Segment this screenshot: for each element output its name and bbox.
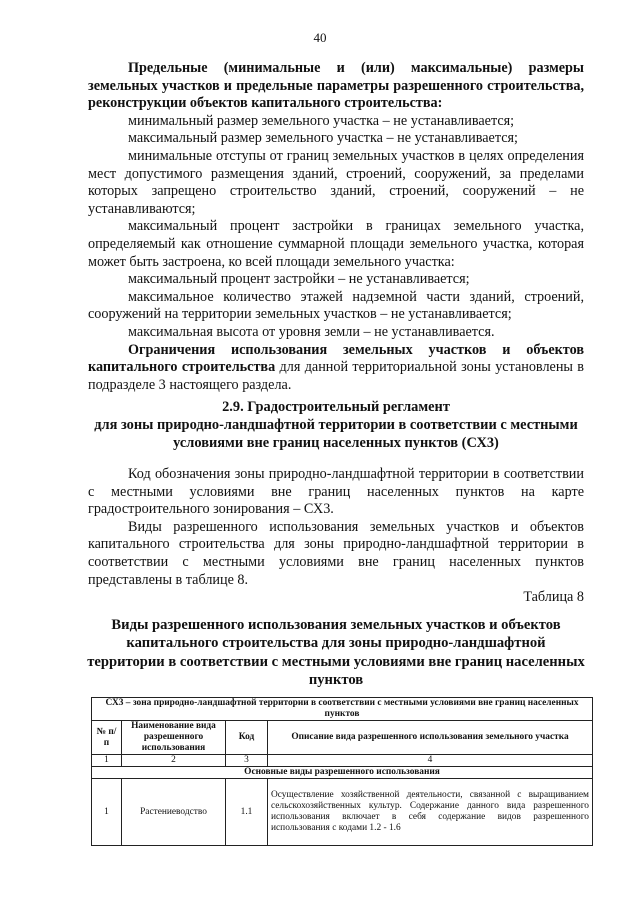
row-description: Осуществление хозяйственной деятельности, связанной с выращиванием сельскохозяйственных культур. Содержание данного вида разрешенного использования включает в себя содержание видов разрешенного использования с кодами 1.2 - 1.6 — [268, 779, 593, 846]
usage-types-paragraph: Виды разрешенного использования земельных участков и объектов капитального строительства для зоны природно-ландшафтной территории в соответствии с местными условиями вне границ населенных пунктов представлены в таблице 8. — [88, 518, 584, 588]
parameter-line: максимальный размер земельного участка – не устанавливается; — [128, 130, 518, 147]
table-label: Таблица 8 — [523, 589, 584, 606]
group-title: Основные виды разрешенного использования — [92, 767, 593, 779]
table-title-block — [86, 616, 586, 690]
section-regulation-body — [88, 466, 584, 607]
zone-caption: СХ3 – зона природно-ландшафтной территории в соответствии с местными условиями вне границ населенных пунктов — [92, 698, 593, 721]
page-number: 40 — [313, 30, 327, 45]
row-number: 1 — [92, 779, 122, 846]
column-number: 3 — [226, 755, 268, 767]
row-code: 1.1 — [226, 779, 268, 846]
parameter-line: максимальная высота от уровня земли – не устанавливается. — [128, 323, 495, 340]
zone-code-paragraph: Код обозначения зоны природно-ландшафтной территории в соответствии с местными условиями вне границ населенных пунктов на карте градостроительного зонирования – СХ3. — [88, 466, 584, 518]
restrictions-paragraph — [88, 342, 584, 395]
header-code: Код — [226, 721, 268, 755]
header-number: № п/п — [92, 721, 122, 755]
column-number: 4 — [268, 755, 593, 767]
column-number: 2 — [122, 755, 226, 767]
parameter-line: максимальный процент застройки – не устанавливается; — [128, 271, 470, 288]
regulation-title: 2.9. Градостроительный регламент — [222, 399, 450, 415]
table-header-row — [92, 721, 593, 755]
column-number: 1 — [92, 755, 122, 767]
usage-types-table — [91, 697, 593, 846]
section-parameters — [88, 60, 584, 394]
parameter-line: максимальный процент застройки в границах земельного участка, определяемый как отношение суммарной площади земельного участка, которая может быть застроена, ко всей площади земельного участка: — [88, 218, 584, 270]
restrictions-bold: Ограничения использования земельных участков и объектов капитального строительства — [88, 341, 584, 376]
header-name: Наименование вида разрешенного использования — [122, 721, 226, 755]
parameters-heading: Предельные (минимальные и (или) максимальные) размеры земельных участков и предельные параметры разрешенного строительства, реконструкции объектов капитального строительства: — [88, 60, 584, 112]
column-number-row — [92, 755, 593, 767]
section-regulation — [88, 398, 584, 452]
parameter-line: минимальный размер земельного участка – не устанавливается; — [128, 112, 515, 129]
table-title: Виды разрешенного использования земельных участков и объектов капитального строительства для зоны природно-ландшафтной территории в соответствии с местными условиями вне границ населенных пунктов — [87, 617, 585, 689]
table-row — [92, 779, 593, 846]
restrictions-rest: для данной территориальной зоны установлены в подразделе 3 настоящего раздела. — [88, 359, 584, 393]
parameter-line: минимальные отступы от границ земельных участков в целях определения мест допустимого размещения зданий, строений, сооружений, за пределами которых запрещено строительство зданий, строений, сооружений – не устанавливаются; — [88, 147, 584, 217]
regulation-subtitle: для зоны природно-ландшафтной территории в соответствии с местными условиями вне границ населенных пунктов (СХ3) — [94, 417, 578, 451]
row-name: Растениеводство — [122, 779, 226, 846]
parameter-line: максимальное количество этажей надземной части зданий, строений, сооружений на территории земельных участков – не устанавливается; — [88, 288, 584, 323]
header-description: Описание вида разрешенного использования земельного участка — [268, 721, 593, 755]
